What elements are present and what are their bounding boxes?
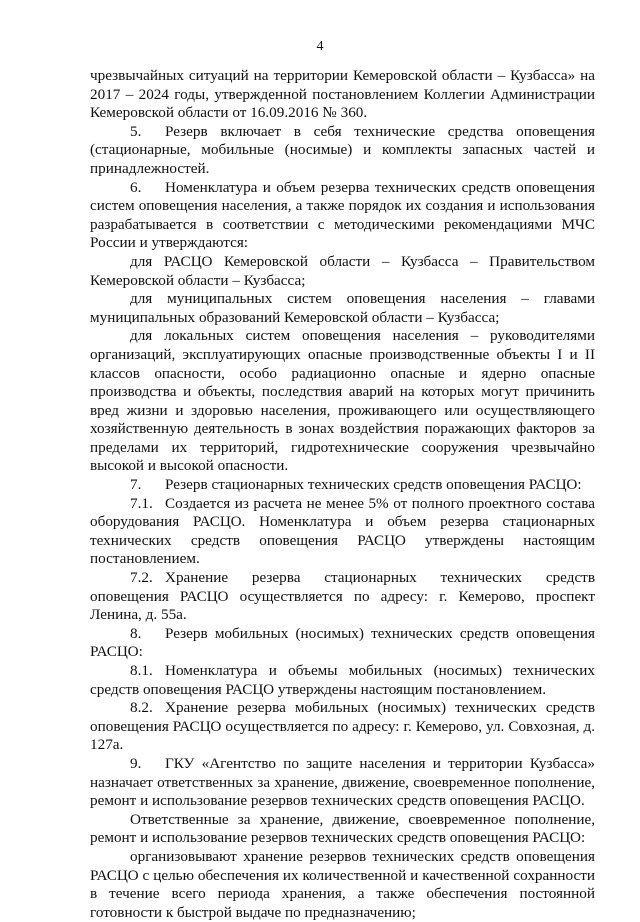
- paragraph: [90, 569, 595, 625]
- paragraph-number: 7.1.: [130, 494, 153, 512]
- paragraph-text: чрезвычайных ситуаций на территории Кемеровской области – Кузбасса» на 2017 – 2024 годы, утвержденной постановлением Коллегии Администрации Кемеровской области от 16.09.2016 № 360.: [90, 67, 595, 122]
- paragraph: [90, 179, 595, 253]
- paragraph: [90, 755, 595, 811]
- paragraph: [90, 253, 595, 290]
- paragraph-text: Хранение резерва стационарных технических средств оповещения РАСЦО осуществляется по адресу: г. Кемерово, проспект Ленина, д. 55а.: [90, 569, 595, 624]
- paragraph-number: 7.: [130, 476, 142, 494]
- paragraph-text: Номенклатура и объемы мобильных (носимых) технических средств оповещения РАСЦО утверждены настоящим постановлением.: [90, 662, 595, 698]
- paragraph-text: для муниципальных систем оповещения населения – главами муниципальных образований Кемеровской области – Кузбасса;: [90, 290, 595, 326]
- paragraph-number: 8.1.: [130, 662, 153, 679]
- paragraph: [90, 848, 595, 922]
- paragraph: [90, 476, 595, 495]
- paragraph: [90, 811, 595, 848]
- paragraph-number: 8.: [130, 624, 142, 642]
- paragraph: [90, 290, 595, 327]
- paragraph-text: Резерв мобильных (носимых) технических средств оповещения РАСЦО:: [90, 624, 595, 661]
- paragraph-text: Номенклатура и объем резерва технических средств оповещения систем оповещения населения, а также порядок их создания и использования разрабатывается в соответствии с методическими рекомендациями МЧС России и утверждаются:: [90, 178, 595, 252]
- paragraph: [90, 123, 595, 179]
- paragraph-text: организовывают хранение резервов технических средств оповещения РАСЦО с целью обеспечения их количественной и качественной сохранности в течение всего периода хранения, а также обеспечения постоянной готовности к быстрой выдаче по предназначению;: [90, 847, 595, 921]
- paragraph-number: 5.: [130, 122, 142, 140]
- paragraph: [90, 327, 595, 476]
- paragraph-text: для локальных систем оповещения населения – руководителями организаций, эксплуатирующих опасные производственные объекты I и II классов опасности, особо радиационно опасные и ядерно опасные производства и объекты, последствия аварий на которых могут причинить вред жизни и здоровью населения, проживающего или осуществляющего хозяйственную деятельность в зонах воздействия поражающих факторов за пределами их территорий, гидротехнические сооружения чрезвычайно высокой и высокой опасности.: [90, 327, 595, 475]
- paragraph-text: Хранение резерва мобильных (носимых) технических средств оповещения РАСЦО осуществляется по адресу: г. Кемерово, ул. Совхозная, д. 127а.: [90, 699, 595, 754]
- paragraph-text: Резерв стационарных технических средств оповещения РАСЦО:: [165, 476, 582, 494]
- paragraph-number: 9.: [130, 754, 142, 772]
- paragraph-text: для РАСЦО Кемеровской области – Кузбасса – Правительством Кемеровской области – Кузбасса;: [90, 252, 595, 289]
- paragraph-text: ГКУ «Агентство по защите населения и территории Кузбасса» назначает ответственных за хранение, движение, своевременное пополнение, ремонт и использование резервов технических средств оповещения РАСЦО.: [90, 754, 595, 810]
- paragraph-number: 6.: [130, 178, 142, 196]
- paragraph-text: Ответственные за хранение, движение, своевременное пополнение, ремонт и использование резервов технических средств оповещения РАСЦО:: [90, 810, 595, 847]
- paragraph: [90, 662, 595, 699]
- paragraph-number: 7.2.: [130, 569, 153, 587]
- paragraph-text: Создается из расчета не менее 5% от полного проектного состава оборудования РАСЦО. Номенклатура и объем резерва стационарных технических средств оповещения РАСЦО утверждены настоящим постановлением.: [90, 494, 595, 568]
- paragraph-number: 8.2.: [130, 699, 153, 717]
- document-body: [90, 67, 595, 922]
- paragraph: [90, 699, 595, 755]
- paragraph: [90, 67, 595, 123]
- paragraph-text: Резерв включает в себя технические средства оповещения (стационарные, мобильные (носимые) и комплекты запасных частей и принадлежностей.: [90, 122, 595, 177]
- paragraph: [90, 495, 595, 569]
- paragraph: [90, 625, 595, 662]
- page-number: 4: [316, 39, 324, 54]
